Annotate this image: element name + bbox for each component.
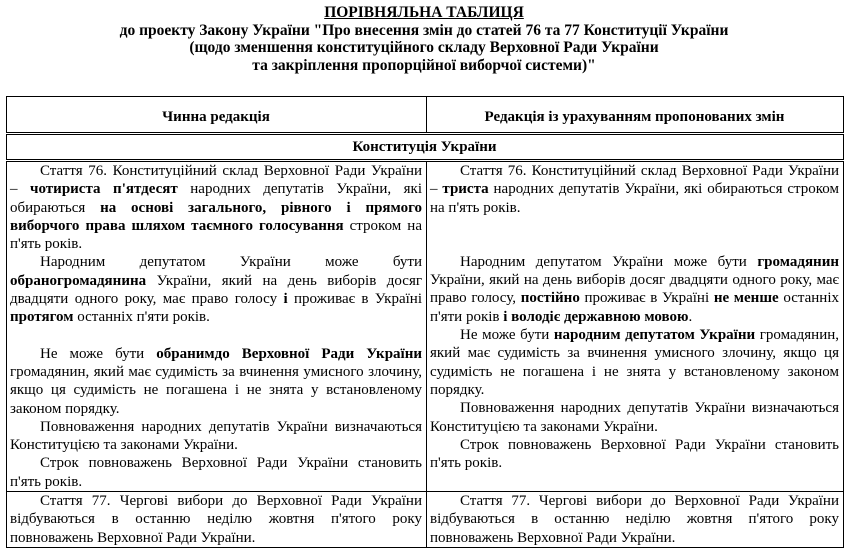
document-header xyxy=(0,4,848,74)
table-header-row xyxy=(7,102,844,134)
article-77-current-cell xyxy=(7,492,427,548)
document-title: ПОРІВНЯЛЬНА ТАБЛИЦЯ xyxy=(324,4,524,21)
article-76-current-paragraph-4: Повноваження народних депутатів України визначаються Конституцією та законами України. xyxy=(10,418,422,454)
article-76-proposed-paragraph-4: Повноваження народних депутатів України визначаються Конституцією та законами України. xyxy=(430,400,839,435)
article-76-proposed-paragraph-1: Стаття 76. Конституційний склад Верховної Ради України – триста народних депутатів України, які обираються строком на п'ять років. xyxy=(430,163,839,216)
section-title: Конституція України xyxy=(7,134,844,161)
article-77-proposed-cell xyxy=(427,492,844,548)
article-76-proposed-paragraph-2: Народним депутатом України може бути громадянин України, який на день виборів досяг двадцяти одного року, має право голосу, постійно проживає в Україні не менше останніх п'яти років і володіє державною мовою. xyxy=(430,253,839,325)
comparison-table xyxy=(6,96,844,548)
article-76-current-paragraph-3: Не може бути обранимдо Верховної Ради України громадянин, який має судимість за вчинення умисного злочину, якщо ця судимість не погашена і не знята у встановленому законом порядку. xyxy=(10,345,422,417)
column-header-current: Чинна редакція xyxy=(7,102,427,134)
article-76-current-paragraph-2: Народним депутатом України може бути обраногромадянина України, який на день виборів досяг двадцяти одного року, має право голосу і проживає в Україні протягом останніх п'яти років. xyxy=(10,254,422,326)
section-row xyxy=(7,134,844,161)
article-77-current-paragraph-1: Стаття 77. Чергові вибори до Верховної Ради України відбуваються в останню неділю жовтня п'ятого року повноважень Верховної Ради України. xyxy=(10,493,422,546)
document-subtitle-line-3: та закріплення пропорційної виборчої системи)" xyxy=(252,56,596,74)
document-subtitle-line-2: (щодо зменшення конституційного складу Верховної Ради України xyxy=(189,39,659,56)
article-76-current-cell xyxy=(7,161,427,492)
article-76-proposed-paragraph-5: Строк повноважень Верховної Ради України становить п'ять років. xyxy=(430,436,839,472)
article-77-row xyxy=(7,492,844,548)
article-76-row xyxy=(7,161,844,492)
article-76-current-paragraph-1: Стаття 76. Конституційний склад Верховної Ради України – чотириста п'ятдесят народних депутатів України, які обираються на основі загального, рівного і прямого виборчого права шляхом таємного голосування строком на п'ять років. xyxy=(10,163,423,253)
article-76-proposed-cell xyxy=(427,161,844,492)
document-subtitle-line-1: до проекту Закону України "Про внесення змін до статей 76 та 77 Конституції України xyxy=(119,21,729,39)
article-76-proposed-paragraph-3: Не може бути народним депутатом України громадянин, який має судимість за вчинення умисного злочину, якщо ця судимість не погашена і не знята у встановленому законом порядку. xyxy=(430,327,840,398)
article-77-proposed-paragraph-1: Стаття 77. Чергові вибори до Верховної Ради України відбуваються в останню неділю жовтня п'ятого року повноважень Верховної Ради України. xyxy=(430,493,839,546)
article-76-current-paragraph-5: Строк повноважень Верховної Ради України становить п'ять років. xyxy=(10,455,422,490)
column-header-proposed: Редакція із урахуванням пропонованих змін xyxy=(427,102,844,134)
